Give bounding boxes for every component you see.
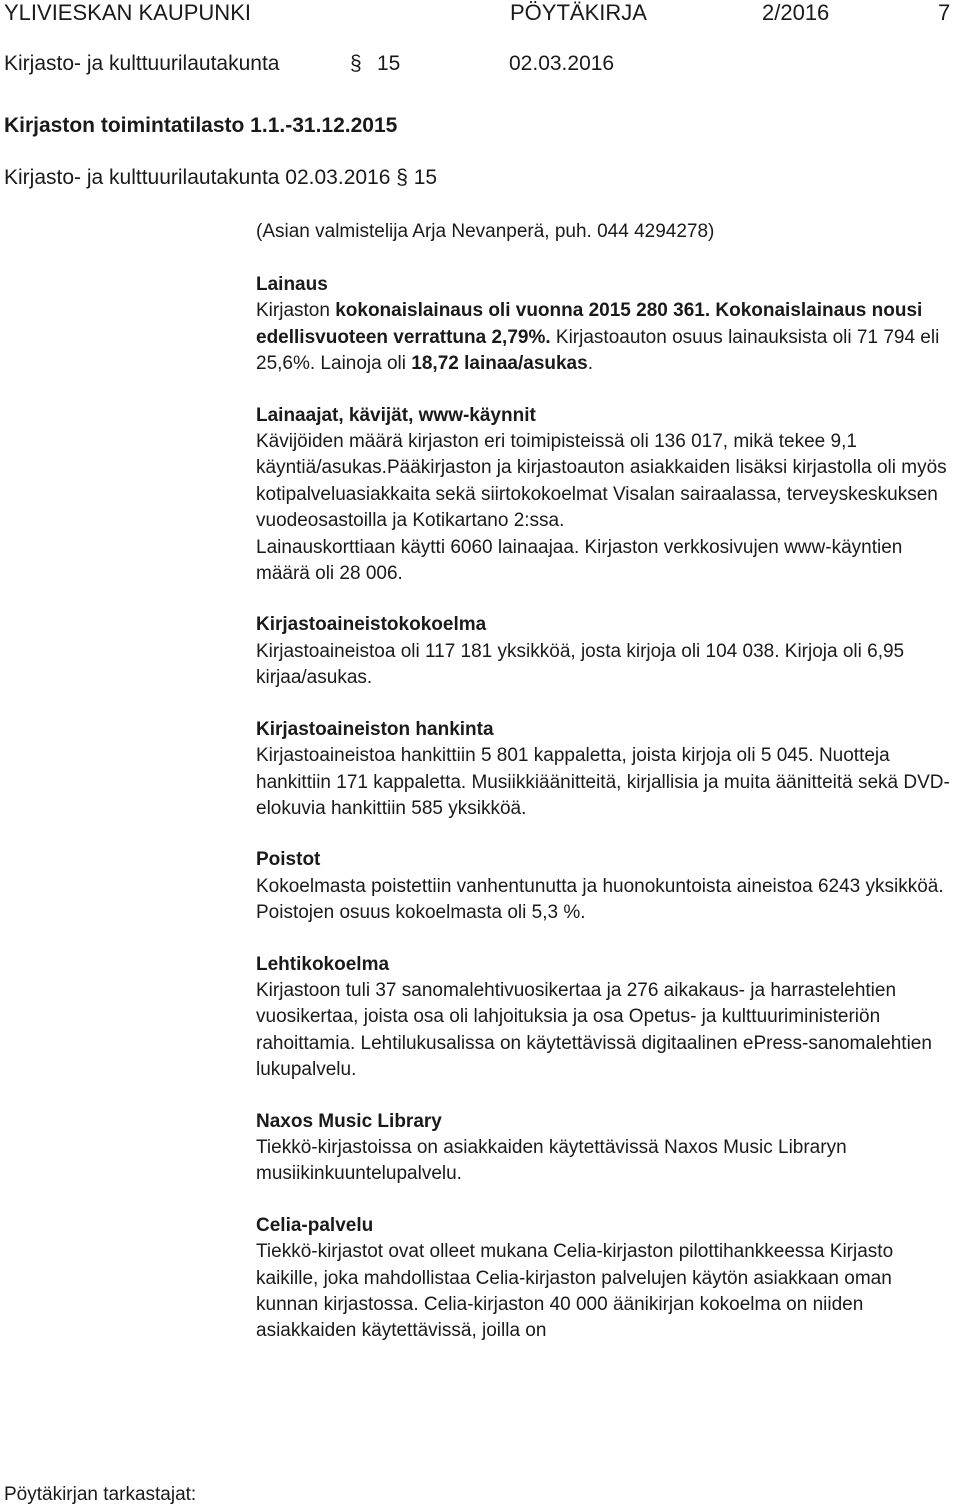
section-heading: Kirjastoaineistokokoelma	[256, 614, 487, 636]
section-lainaus	[256, 272, 956, 378]
meeting-header	[0, 52, 960, 84]
section-celia	[256, 1213, 956, 1345]
section-text: Tiekkö-kirjastoissa on asiakkaiden käytettävissä Naxos Music Libraryn musiikinkuuntelupalvelu.	[256, 1136, 847, 1185]
section-text: Tiekkö-kirjastot ovat olleet mukana Celia-kirjaston pilottihankkeessa Kirjasto kaikille, joka mahdollistaa Celia-kirjaston palvelujen käytön asiakkaan oman kunnan kirjastossa. Celia-kirjaston 40 000 äänikirjan kokoelma on niiden asiakkaiden käytettävissä, joilla on	[256, 1241, 894, 1342]
section-text: Lainauskorttiaan käytti 6060 lainaajaa. Kirjaston verkkosivujen www-käyntien määrä oli 28 006.	[256, 536, 903, 585]
section-text: Kirjaston kokonaislainaus oli vuonna 2015 280 361. Kokonaislainaus nousi edellisvuoteen verrattuna 2,79%. Kirjastoauton osuus lainauksista oli 71 794 eli 25,6%. Lainoja oli 18,72 lainaa/asukas.	[256, 300, 940, 375]
section-lehtikokoelma	[256, 952, 956, 1084]
section-heading: Kirjastoaineiston hankinta	[256, 718, 494, 740]
section-text: Kirjastoon tuli 37 sanomalehtivuosikertaa ja 276 aikakaus- ja harrastelehtien vuosikertaa, joista osa oli lahjoituksia ja osa Opetus- ja kulttuuriministeriön rahoittamia. Lehtilukusalissa on käytettävissä digitaalinen ePress-sanomalehtien lukupalvelu.	[256, 979, 932, 1081]
document-body	[256, 272, 956, 1370]
section-heading: Celia-palvelu	[256, 1214, 374, 1236]
reference-line: Kirjasto- ja kulttuurilautakunta 02.03.2016 § 15	[4, 166, 438, 189]
preparer-note: (Asian valmistelija Arja Nevanperä, puh. 044 4294278)	[256, 221, 715, 242]
section-poistot	[256, 847, 956, 926]
section-heading: Lainaajat, kävijät, www-käynnit	[256, 404, 536, 426]
section-text: Kokoelmasta poistettiin vanhentunutta ja huonokuntoista aineistoa 6243 yksikköä. Poistojen osuus kokoelmasta oli 5,3 %.	[256, 875, 944, 924]
section-hankinta	[256, 717, 956, 823]
section-text: Kirjastoaineistoa hankittiin 5 801 kappaletta, joista kirjoja oli 5 045. Nuotteja hankittiin 171 kappaletta. Musiikkiäänitteitä, kirjallisia ja muita äänitteitä sekä DVD-elokuvia hankittiin 585 yksikköä.	[256, 745, 950, 819]
document-number: 2/2016	[762, 0, 830, 25]
section-heading: Lehtikokoelma	[256, 953, 390, 975]
committee-name: Kirjasto- ja kulttuurilautakunta	[4, 52, 280, 75]
section-heading: Poistot	[256, 849, 321, 871]
city-name: YLIVIESKAN KAUPUNKI	[4, 0, 251, 25]
footer-reviewers-label: Pöytäkirjan tarkastajat:	[4, 1484, 197, 1505]
page-header	[0, 0, 960, 32]
section-naxos	[256, 1109, 956, 1188]
section-heading: Naxos Music Library	[256, 1110, 442, 1132]
meeting-date: 02.03.2016	[509, 52, 615, 75]
section-lainaajat	[256, 403, 956, 588]
section-number: 15	[377, 52, 401, 75]
section-heading: Lainaus	[256, 274, 328, 295]
section-kokoelma	[256, 612, 956, 691]
section-text: Kävijöiden määrä kirjaston eri toimipisteissä oli 136 017, mikä tekee 9,1 käyntiä/asukas.Pääkirjaston ja kirjastoauton asiakkaiden lisäksi kirjastolla oli myös kotipalveluasiakkaita sekä siirtokokoelmat Visalan sairaalassa, terveyskeskuksen vuodeosastoilla ja Kotikartano 2:ssa.	[256, 431, 947, 532]
document-type: PÖYTÄKIRJA	[510, 0, 647, 25]
document-title: Kirjaston toimintatilasto 1.1.-31.12.2015	[4, 114, 398, 137]
page-number: 7	[938, 0, 951, 25]
section-text: Kirjastoaineistoa oli 117 181 yksikköä, josta kirjoja oli 104 038. Kirjoja oli 6,95 kirjaa/asukas.	[256, 640, 905, 689]
section-icon: §	[350, 52, 362, 75]
